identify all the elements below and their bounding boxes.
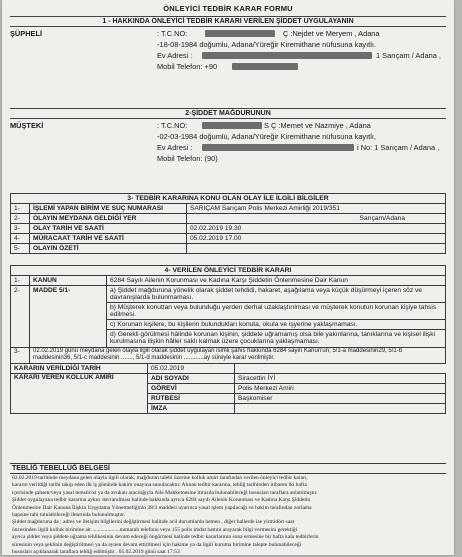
section2 xyxy=(2,108,454,163)
redaction-bar xyxy=(232,63,298,70)
suspect-address: 1 Sarıçam / Adana , xyxy=(376,51,441,60)
officer-field: GÖREVİ xyxy=(148,383,235,393)
redaction-bar xyxy=(202,144,354,151)
officer-field: ADI SOYADI xyxy=(148,373,235,383)
victim-parents: S Ç :Memet ve Nazmiye , Adana xyxy=(264,121,371,130)
teblig-line: hususları açıklanarak taraflara tebliğ edilmiştir . 05.02.2019 günü saat 17:53 xyxy=(12,549,180,556)
officer-field: İMZA xyxy=(148,403,235,413)
teblig-line: Şiddet mağduruna da ; adres ve iletişim bilgilerini değiştirmesi halinde acil durumlarda hemen , diğer hallerde ise yirmidört saat xyxy=(12,519,295,526)
teblig-line: içerisinde şahsen/veya yasal temsilcisi ya da avukatı aracılığıyla Aile Mahkemesine itirazda bulunabileceği hususları taraflara anlatılmıştır. xyxy=(12,489,318,496)
row-number: 2- xyxy=(11,214,30,224)
form-page xyxy=(2,0,454,555)
row-number: 5- xyxy=(11,244,30,254)
signature-table xyxy=(10,363,446,414)
section4-header: 4- VERİLEN ÖNLEYİCİ TEDBİR KARARI xyxy=(10,265,446,275)
teblig-line: öncesinden ilgili kolluk birimine ait ....................numaralı telefonu veya 155 polis imdat hattını arayarak bilgi vermesini gerektiği xyxy=(12,526,298,533)
teblig-section xyxy=(10,463,446,557)
incident-table xyxy=(10,203,446,254)
decision-table xyxy=(10,275,446,364)
teblig-line: süresinin veya şeklinin değiştirilmesi ya da aynen devam ettirilmesi için hakime ya da ilgili kuruma birimine talepte bulunabileceği xyxy=(12,541,302,548)
suspect-address-label: Ev Adresi : xyxy=(157,51,193,60)
redaction-bar xyxy=(202,52,372,59)
teblig-line: Önlenmesine Dair Kanuna İlişkin Uygulama Yönetmeliğinin 38/3 maddesi uyarınca yasal işlem yapılacağı ve hakim tarafından zorlama xyxy=(12,504,312,511)
madde-item: d) Gerekli görülmesi hâlinde korunan kişinin, şiddete uğramamış olsa bile yakınlarına, tanıklarına ve kişisel ilişki kurulmasına ilişkin hâller saklı kalmak üzere çocuklarına yaklaşmaması. xyxy=(107,330,446,347)
row-value: 05.02.2019 17.00 xyxy=(187,234,446,244)
decision-date-label: KARARIN VERİLDİĞİ TARİH xyxy=(11,363,148,373)
table-row xyxy=(11,224,446,234)
officer-value: Başkomiser xyxy=(235,393,446,403)
section3 xyxy=(10,193,446,254)
teblig-line: hapsine tabi tutulabileceği ihtarında bulunulmuştur. xyxy=(12,512,126,519)
table-row: 1- KANUN 6284 Sayılı Ailenin Korunması ve Kadına Karşı Şiddetin Önlenmesine Dair Kanun xyxy=(11,276,446,286)
row-value xyxy=(187,244,446,254)
section3-header: 3- TEDBİR KARARINA KONU OLAN OLAY İLE İLGİLİ BİLGİLER xyxy=(10,193,446,203)
row-label: OLAYIN MEYDANA GELDİĞİ YER xyxy=(30,214,187,224)
madde-item: a) Şiddet mağduruna yönelik olarak şiddet tehdidi, hakaret, aşağılama veya küçük düşürmeyi içeren söz ve davranışlarda bulunmaması. xyxy=(107,286,446,303)
victim-birth: -02-03-1984 doğumlu, Adana/Yüreğir Kiremithane nüfusuna kayıtlı, xyxy=(157,132,376,141)
teblig-line: 02.02.2019 tarihinde meydana gelen olayla ilgili olarak, mağdurun talebi üzerine kolluk amiri tarafından verilen önleyici tedbir kararı, xyxy=(12,475,308,481)
madde-item: b) Müşterek konuttan veya bulunduğu yerden derhal uzaklaştırılması ve müşterek konutun korunan kişiye tahsis edilmesi. xyxy=(107,303,446,320)
table-row xyxy=(11,244,446,254)
teblig-header: TEBLİĞ TEBELLÜĞ BELGESİ xyxy=(10,463,446,474)
teblig-text xyxy=(10,474,446,557)
table-row xyxy=(11,204,446,214)
table-row xyxy=(11,347,446,363)
row-number: 3- xyxy=(11,224,30,234)
victim-phone: Mobil Telefon: (90) xyxy=(157,154,218,163)
suspect-label: ŞÜPHELİ xyxy=(10,29,43,38)
row-label: MÜRACAAT TARİH VE SAATİ xyxy=(30,234,187,244)
table-row xyxy=(11,373,446,383)
table-row xyxy=(11,363,446,373)
kanun-label: KANUN xyxy=(30,276,107,286)
form-title: ÖNLEYİCİ TEDBİR KARAR FORMU xyxy=(163,4,293,13)
row-number: 4- xyxy=(11,234,30,244)
redaction-bar xyxy=(205,30,275,37)
officer-value xyxy=(235,403,446,413)
madde-item: c) Korunan kişilere, bu kişilerin bulundukları konuta, okula ve işyerine yaklaşmaması. xyxy=(107,320,446,330)
section1-header: 1 - HAKKINDA ÖNLEYİCİ TEDBİR KARARI VERİLEN ŞİDDET UYGULAYANIN xyxy=(10,16,446,27)
row-value: 02.02.2019 19.30 xyxy=(187,224,446,234)
victim-address: i No: 1 Sarıçam / Adana , xyxy=(357,143,440,152)
officer-field: RÜTBESİ xyxy=(148,393,235,403)
section1 xyxy=(2,16,454,71)
officer-label: KARARI VEREN KOLLUK AMİRİ xyxy=(11,373,148,413)
victim-address-label: Ev Adresi : xyxy=(157,143,193,152)
officer-value: Polis Merkezi Amiri xyxy=(235,383,446,393)
table-row: 2- MADDE 5/1- a) Şiddet mağduruna yönelik olarak şiddet tehdidi, hakaret, aşağılama veya küçük düşürmeyi içeren söz ve davranışlarda bulunmaması. xyxy=(11,286,446,303)
row-value: Sarıçam/Adana xyxy=(187,214,446,224)
decision-date: 05.02.2019 xyxy=(148,363,235,373)
row-label: İŞLEMİ YAPAN BİRİM VE SUÇ NUMARASI xyxy=(30,204,187,214)
teblig-line: Şiddet uygulayana tedbir kararına aykırı davranılması halinde hakkında ayrıca 6284 sayılı Ailenin Korunması ve Kadına Karşı Şiddetin xyxy=(12,497,311,504)
suspect-birth: -18-08-1984 doğumlu, Adana/Yüreğir Kiremithane nüfusuna kayıtlı. xyxy=(157,40,376,49)
redaction-bar xyxy=(202,122,262,129)
victim-tc: : T.C.NO: xyxy=(157,121,188,130)
row-number: 1- xyxy=(11,204,30,214)
table-row xyxy=(11,234,446,244)
decision-summary: 02.02.2019 günü meydana gelen olayla ilgili olarak şiddet uygulayan isimli şahıs hakkında 6284 sayılı Kanun'un; 5/1-a maddesinin29, 5/1-b maddesinin36, 5/1-c maddesinin ......., 5/1-d maddesinin ............ay süreyle karar verilmiştir. xyxy=(30,347,446,363)
row-label: OLAY TARİH VE SAATİ xyxy=(30,224,187,234)
suspect-phone: Mobil Telefon: +90 xyxy=(157,62,218,71)
row-value: SARIÇAM Sarıçam Polis Merkezi Amirliği 2019/351 xyxy=(187,204,446,214)
victim-label: MÜŞTEKİ xyxy=(10,121,44,130)
kanun-value: 6284 Sayılı Ailenin Korunması ve Kadına Karşı Şiddetin Önlenmesine Dair Kanun xyxy=(107,276,446,286)
officer-value: Siracettin İYİ xyxy=(235,373,446,383)
row-label: OLAYIN ÖZETİ xyxy=(30,244,187,254)
suspect-parents: Ç :Nejdet ve Meryem , Adana xyxy=(283,29,380,38)
madde-label: MADDE 5/1- xyxy=(30,286,107,348)
suspect-tc: : T.C.NO: xyxy=(157,29,188,38)
teblig-line: ayrıca şiddet veya şiddete uğrama tehlikesinin devam edeceği öngörmesi halinde tedbir kararlarının sona ermesine bir hafta kala tedbirlerin xyxy=(12,534,319,541)
teblig-line: kararın verildiği tarihi takip eden ilk iş gününde hakim onayına sunulacaktır. Alınan tedbir kararına, tebliğ tarihinden itibaren iki hafta xyxy=(12,482,307,489)
table-row xyxy=(11,214,446,224)
row-number: 3- xyxy=(11,347,30,363)
section2-header: 2-ŞİDDET MAĞDURUNUN xyxy=(10,108,446,119)
section4 xyxy=(10,265,446,414)
